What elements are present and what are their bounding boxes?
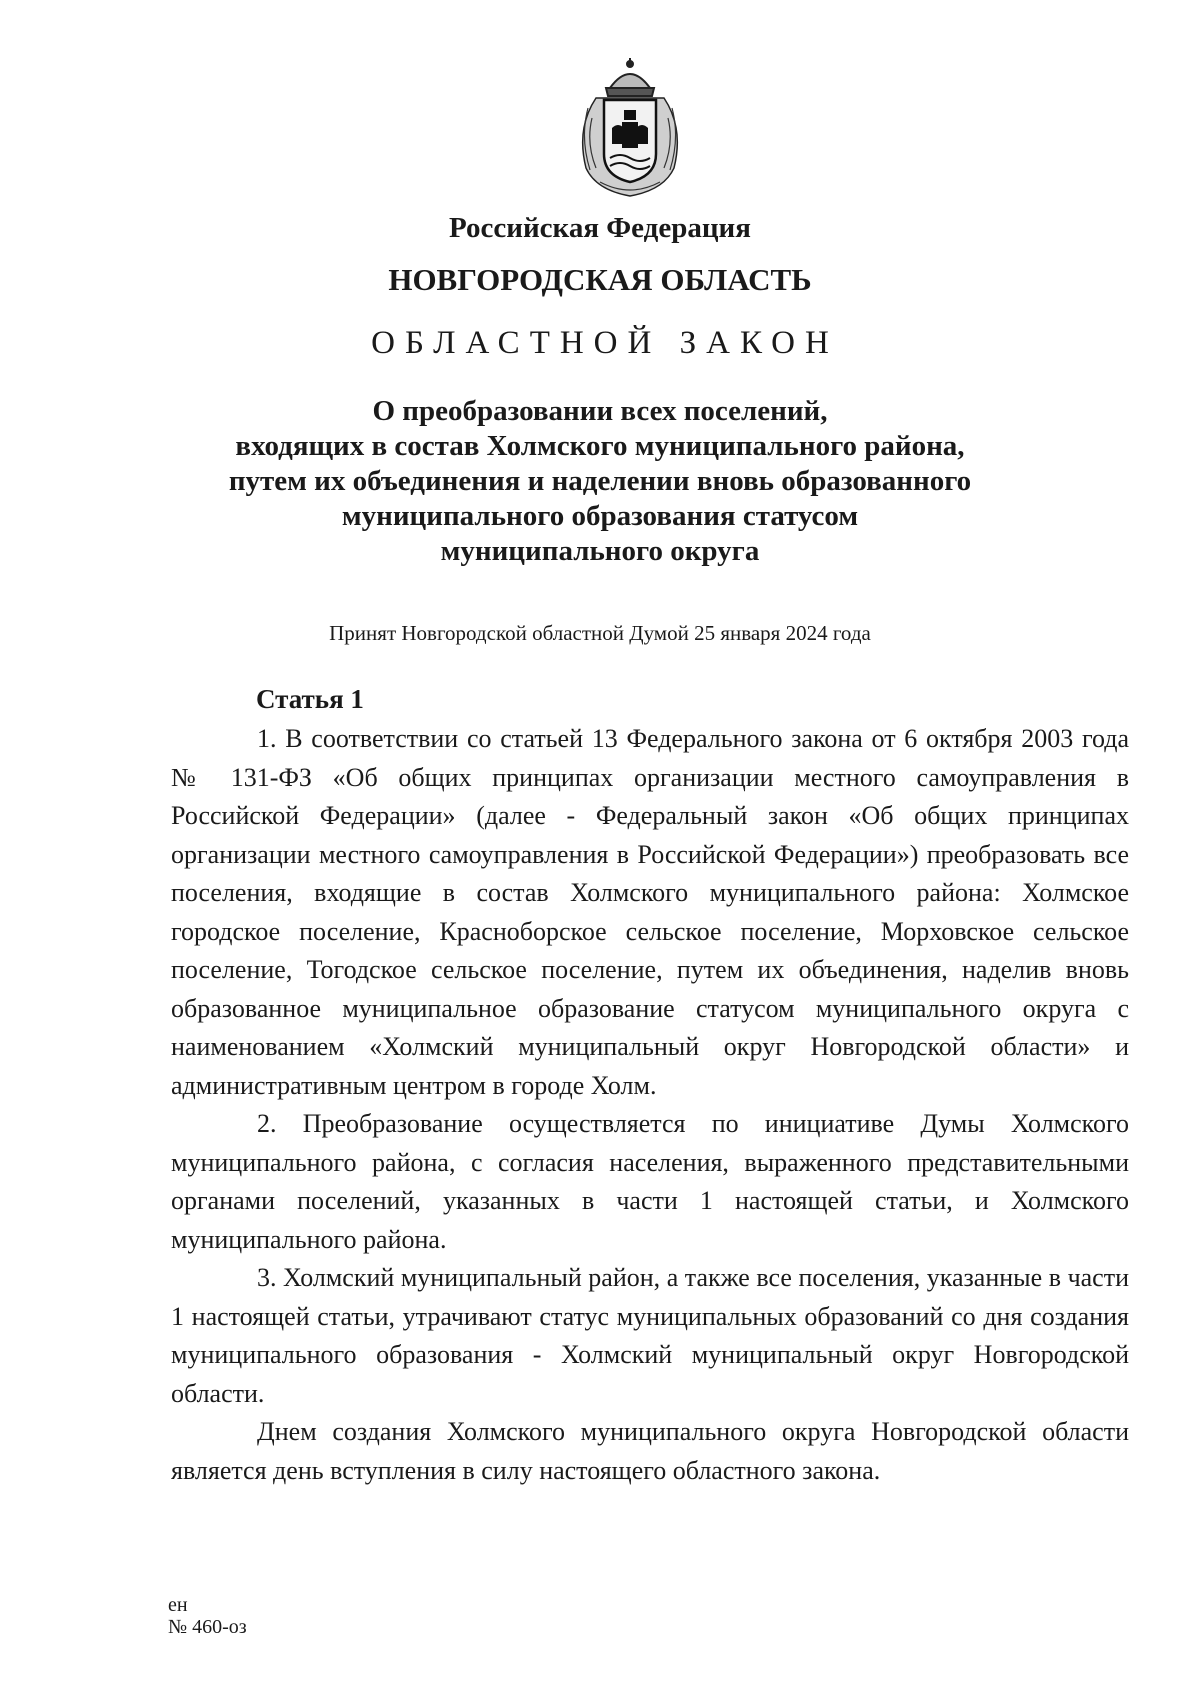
article-heading: Статья 1 xyxy=(256,684,364,714)
article-body xyxy=(171,720,1129,1490)
law-title-line: О преобразовании всех поселений, xyxy=(372,395,828,427)
adoption-note: Принят Новгородской областной Думой 25 января 2024 года xyxy=(329,621,871,645)
country-name: Российская Федерация xyxy=(449,212,751,244)
law-title-line: входящих в состав Холмского муниципального района, xyxy=(235,430,965,462)
law-title xyxy=(0,394,1200,569)
region-name: НОВГОРОДСКАЯ ОБЛАСТЬ xyxy=(388,262,812,297)
document-type: ОБЛАСТНОЙ ЗАКОН xyxy=(371,325,839,361)
law-title-line: муниципального образования статусом xyxy=(341,500,859,532)
article-paragraph: 2. Преобразование осуществляется по инициативе Думы Холмского муниципального района, с согласия населения, выраженного представительными органами поселений, указанных в части 1 настоящей статьи, и Холмского муниципального района. xyxy=(171,1109,1129,1254)
law-title-line: путем их объединения и наделении вновь образованного xyxy=(228,465,972,497)
article-paragraph: 3. Холмский муниципальный район, а также все поселения, указанные в части 1 настоящей статьи, утрачивают статус муниципальных образований со дня создания муниципального образования - Холмский муниципальный округ Новгородской области. xyxy=(171,1263,1129,1408)
signature-initials: ен xyxy=(168,1594,188,1616)
article-paragraph: Днем создания Холмского муниципального округа Новгородской области является день вступления в силу настоящего областного закона. xyxy=(171,1417,1129,1485)
document-signature-block xyxy=(168,1594,247,1638)
law-number: № 460-оз xyxy=(168,1616,247,1638)
novgorod-coat-of-arms-icon xyxy=(566,58,694,200)
law-title-line: муниципального округа xyxy=(440,535,760,567)
article-paragraph: 1. В соответствии со статьей 13 Федерального закона от 6 октября 2003 года № 131-ФЗ «Об общих принципах организации местного самоуправления в Российской Федерации» (далее - Федеральный закон «Об общих принципах организации местного самоуправления в Российской Федерации») преобразовать все поселения, входящие в состав Холмского муниципального района: Холмское городское поселение, Красноборское сельское поселение, Морховское сельское поселение, Тогодское сельское поселение, путем их объединения, наделив вновь образованное муниципальное образование статусом муниципального округа с наименованием «Холмский муниципальный округ Новгородской области» и административным центром в городе Холм. xyxy=(171,724,1129,1100)
